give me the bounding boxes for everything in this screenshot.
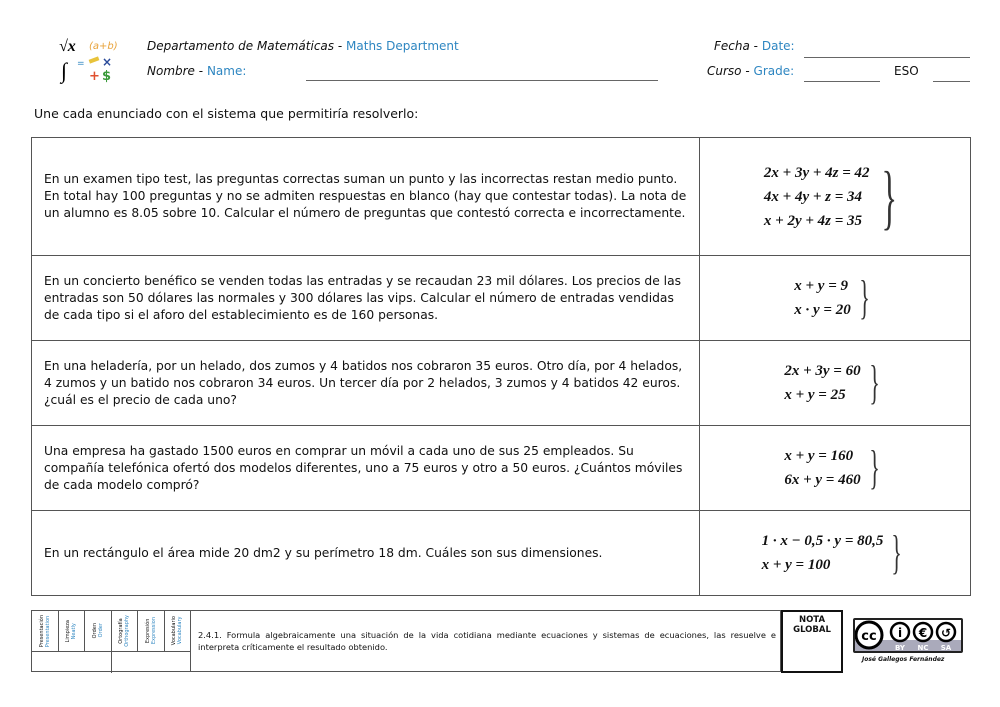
statement-cell[interactable] [32,511,700,596]
equation: x + y = 25 [784,387,846,403]
svg-text:BY: BY [894,644,906,651]
statement-text: En un examen tipo test, las preguntas correctas suman un punto y las incorrectas restan medio punto. En total hay 100 preguntas y no se admiten respuestas en blanco (hay que contestar todas). La nota de un alumno es 8.05 sobre 10. Calcular el número de preguntas que contestó correcta e incorrectamente. [44,172,687,220]
rubric-criterion [165,611,192,651]
svg-text:NC: NC [917,644,929,651]
date-label [714,39,795,53]
rubric-es: Orden [91,623,98,639]
grade-field[interactable] [804,81,880,82]
rubric-criterion [85,611,112,651]
statement-text: En un concierto benéfico se venden todas las entradas y se recaudan 23 mil dólares. Los precios de las entradas son 50 dólares las normales y 300 dólares las vips. Calcular el número de entradas vendidas de cada tipo si el aforo del establecimiento es de 160 personas. [44,273,682,322]
system-cell[interactable] [700,341,971,426]
sep: - [753,39,759,53]
rubric-en: Orthography [124,615,131,647]
name-label [147,64,246,78]
dept-en: Maths Department [346,39,459,53]
equation-system [794,271,876,324]
rubric-criterion [32,611,59,651]
criterion-text: 2.4.1. Formula algebraicamente una situación de la vida cotidiana mediante ecuaciones y sistemas de ecuaciones, las resuelve e interpreta críticamente el resultado obtenido. [198,630,776,652]
statement-cell[interactable] [32,256,700,341]
system-cell[interactable] [700,511,971,596]
rubric-score-row [32,651,191,672]
equation-system [784,441,885,494]
instruction: Une cada enunciado con el sistema que permitiría resolverlo: [34,106,419,121]
global-grade-box[interactable] [781,610,843,673]
cc-by-nc-sa-icon [855,620,961,651]
sep: - [745,64,750,78]
date-en: Date: [761,39,795,53]
rubric-criterion [138,611,165,651]
equation: 2x + 3y + 4z = 42 [763,164,870,181]
svg-text:€: € [918,626,928,640]
brace-icon: } [859,271,870,324]
brace-icon: } [868,356,880,409]
dept-es: Departamento de Matemáticas [147,39,335,53]
equation: 1 · x − 0,5 · y = 80,5 [761,533,884,549]
grade-es: Curso [707,64,742,78]
svg-text:∫: ∫ [61,58,68,83]
rubric-es: Expresión [144,618,151,644]
statement-cell[interactable] [32,341,700,426]
footer-rubric [31,610,781,672]
brace-icon: } [868,441,880,494]
equation: x + y = 9 [794,278,848,294]
rubric-es: Ortografía [118,618,125,644]
system-cell[interactable] [700,426,971,511]
sep: - [198,64,204,78]
date-field[interactable] [804,57,970,58]
svg-text:=: = [77,59,85,69]
statement-text: En un rectángulo el área mide 20 dm2 y su perímetro 18 dm. Cuáles son sus dimensiones. [44,545,603,560]
rubric-en: Expression [150,617,157,645]
date-es: Fecha [714,39,750,53]
table-row [32,341,971,426]
grade-label [707,64,794,78]
svg-text:SA: SA [940,644,952,651]
name-es: Nombre [147,64,195,78]
maths-logo [55,36,125,84]
brace-icon: } [881,156,897,237]
rubric-es: Presentación [38,614,45,648]
eso-label: ESO [894,64,919,78]
svg-text:√x: √x [59,38,76,55]
rubric-en: Order [97,623,104,639]
department-title [147,39,459,53]
table-row [32,511,971,596]
name-field[interactable] [306,80,658,81]
grade-en: Grade: [753,64,795,78]
equation-system [761,526,909,579]
author: José Gallegos Fernández [862,656,945,663]
equation: 6x + y = 460 [784,472,861,488]
equation: x + y = 100 [761,557,831,573]
equation: 4x + 4y + z = 34 [763,188,863,205]
statement-text: Una empresa ha gastado 1500 euros en comprar un móvil a cada uno de sus 25 empleados. Su compañía telefónica ofertó dos modelos diferentes, uno a 75 euros y otro a 50 euros. ¿Cuántos móviles de cada modelo compró? [44,443,683,492]
table-row [32,256,971,341]
system-cell[interactable] [700,138,971,256]
logo-icon [55,36,125,84]
equation-system [784,356,885,409]
statement-text: En una heladería, por un helado, dos zumos y 4 batidos nos cobraron 35 euros. Otro día, por 4 helados, 4 zumos y un batido nos cobraron 34 euros. Un tercer día por 2 helados, 3 zumos y 4 batidos 42 euros. ¿cuál es el precio de cada uno? [44,358,683,407]
system-cell[interactable] [700,256,971,341]
svg-text:cc: cc [861,629,877,644]
table-row [32,426,971,511]
matching-table [31,137,971,596]
equation: x + y = 160 [784,448,854,464]
rubric-en: Neatly [71,622,78,640]
svg-text:i: i [897,626,903,640]
equation: 2x + 3y = 60 [784,363,861,379]
svg-text:(a+b): (a+b) [89,41,118,52]
svg-text:↺: ↺ [940,626,952,640]
equation: x · y = 20 [794,302,851,318]
name-en: Name: [206,64,247,78]
rubric-es: Vocabulario [171,616,178,646]
group-field[interactable] [933,81,970,82]
svg-text:$: $ [102,69,112,84]
nota-label: NOTA GLOBAL [793,615,831,635]
equation: x + 2y + 4z = 35 [763,212,863,229]
statement-cell[interactable] [32,426,700,511]
rubric-en: Vocabulary [177,617,184,645]
table-row [32,138,971,256]
rubric-es: Limpieza [65,619,72,643]
svg-text:+: + [89,69,100,84]
cc-license-badge [853,618,963,653]
rubric-en: Presentation [44,615,51,647]
svg-text:×: × [102,55,113,69]
statement-cell[interactable] [32,138,700,256]
rubric-criterion [59,611,86,651]
rubric-criterion [112,611,139,651]
sep: - [337,39,343,53]
brace-icon: } [891,526,903,579]
equation-system [763,156,906,237]
